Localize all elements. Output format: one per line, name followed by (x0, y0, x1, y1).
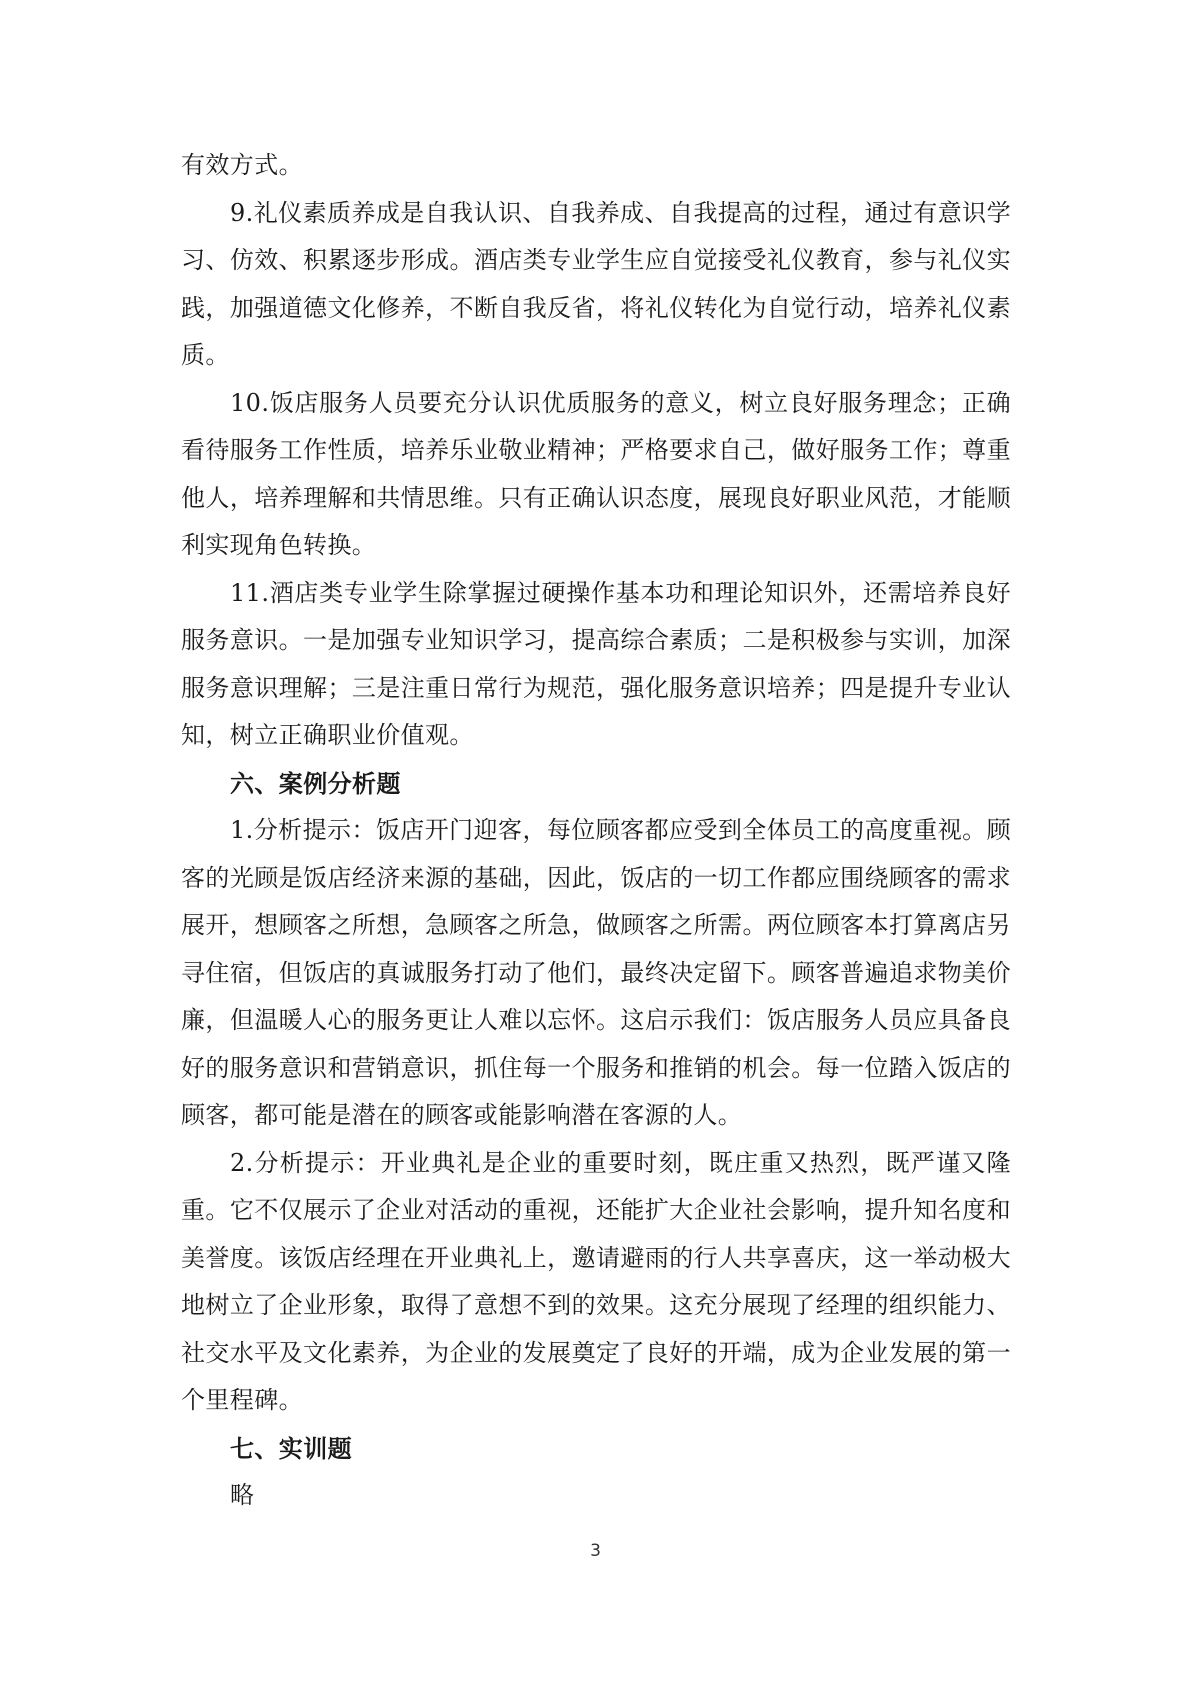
document-body (181, 142, 1011, 1520)
paragraph-item-9: 9.礼仪素质养成是自我认识、自我养成、自我提高的过程，通过有意识学习、仿效、积累逐步形成。酒店类专业学生应自觉接受礼仪教育，参与礼仪实践，加强道德文化修养，不断自我反省，将礼仪转化为自觉行动，培养礼仪素质。 (181, 198, 1011, 369)
section-heading-case-analysis: 六、案例分析题 (230, 768, 401, 798)
paragraph-item-10: 10.饭店服务人员要充分认识优质服务的意义，树立良好服务理念；正确看待服务工作性质，培养乐业敬业精神；严格要求自己，做好服务工作；尊重他人，培养理解和共情思维。只有正确认识态度，展现良好职业风范，才能顺利实现角色转换。 (181, 388, 1011, 559)
paragraph-continuation: 有效方式。 (181, 151, 303, 179)
paragraph-omitted: 略 (230, 1481, 254, 1509)
paragraph-item-11: 11.酒店类专业学生除掌握过硬操作基本功和理论知识外，还需培养良好服务意识。一是加强专业知识学习，提高综合素质；二是积极参与实训，加深服务意识理解；三是注重日常行为规范，强化服务意识培养；四是提升专业认知，树立正确职业价值观。 (181, 578, 1011, 749)
paragraph-case-1: 1.分析提示：饭店开门迎客，每位顾客都应受到全体员工的高度重视。顾客的光顾是饭店经济来源的基础，因此，饭店的一切工作都应围绕顾客的需求展开，想顾客之所想，急顾客之所急，做顾客之所需。两位顾客本打算离店另寻住宿，但饭店的真诚服务打动了他们，最终决定留下。顾客普遍追求物美价廉，但温暖人心的服务更让人难以忘怀。这启示我们：饭店服务人员应具备良好的服务意识和营销意识，抓住每一个服务和推销的机会。每一位踏入饭店的顾客，都可能是潜在的顾客或能影响潜在客源的人。 (181, 816, 1011, 1129)
section-heading-practical-training: 七、实训题 (230, 1433, 352, 1463)
paragraph-case-2: 2.分析提示：开业典礼是企业的重要时刻，既庄重又热烈，既严谨又隆重。它不仅展示了企业对活动的重视，还能扩大企业社会影响，提升知名度和美誉度。该饭店经理在开业典礼上，邀请避雨的行人共享喜庆，这一举动极大地树立了企业形象，取得了意想不到的效果。这充分展现了经理的组织能力、社交水平及文化素养，为企业的发展奠定了良好的开端，成为企业发展的第一个里程碑。 (181, 1148, 1011, 1414)
page-number: 3 (590, 1541, 601, 1561)
